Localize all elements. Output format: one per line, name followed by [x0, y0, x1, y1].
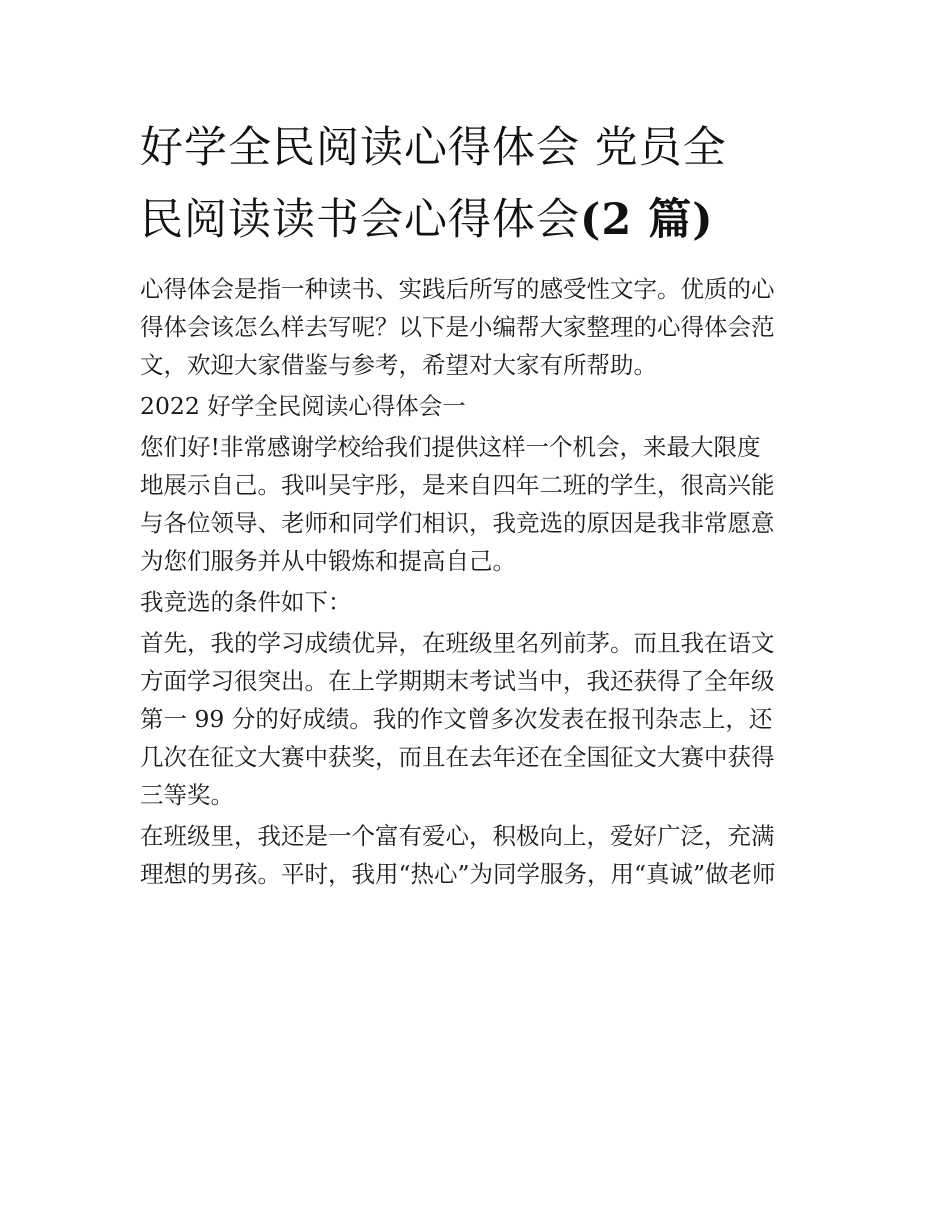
- paragraph-line: 第一 99 分的好成绩。我的作文曾多次发表在报刊杂志上，还: [140, 705, 773, 733]
- paragraph-line: 三等奖。: [140, 781, 234, 809]
- body-paragraph-4: [140, 817, 812, 893]
- document-title: [140, 112, 812, 256]
- paragraph-line: 方面学习很突出。在上学期期末考试当中，我还获得了全年级: [140, 667, 775, 695]
- body-paragraph-3: [140, 624, 812, 814]
- document-body: [140, 112, 812, 893]
- section-heading: [140, 387, 812, 425]
- paragraph-line: 为您们服务并从中锻炼和提高自己。: [140, 547, 516, 575]
- paragraph-line: 首先，我的学习成绩优异，在班级里名列前茅。而且我在语文: [140, 629, 775, 657]
- paragraph-line: 您们好!非常感谢学校给我们提供这样一个机会，来最大限度: [140, 433, 761, 461]
- body-paragraph-2: [140, 583, 812, 621]
- paragraph-line: 地展示自己。我叫吴宇彤，是来自四年二班的学生，很高兴能: [140, 471, 775, 499]
- paragraph-line: 与各位领导、老师和同学们相识，我竞选的原因是我非常愿意: [140, 509, 775, 537]
- section-heading-text: 2022 好学全民阅读心得体会一: [140, 392, 466, 420]
- body-paragraph-1: [140, 428, 812, 580]
- intro-paragraph: [140, 270, 812, 384]
- paragraph-line: 我竞选的条件如下：: [140, 588, 352, 616]
- paragraph-line: 理想的男孩。平时，我用“热心”为同学服务，用“真诚”做老师: [140, 860, 776, 888]
- title-line-1: 好学全民阅读心得体会 党员全: [140, 123, 727, 173]
- paragraph-line: 文，欢迎大家借鉴与参考，希望对大家有所帮助。: [140, 351, 657, 379]
- paragraph-line: 几次在征文大赛中获奖，而且在去年还在全国征文大赛中获得: [140, 743, 775, 771]
- title-line-2-text: 民阅读读书会心得体会: [140, 195, 580, 245]
- title-line-2: [140, 184, 812, 256]
- title-count: (2 篇): [580, 195, 714, 245]
- paragraph-line: 心得体会是指一种读书、实践后所写的感受性文字。优质的心: [140, 275, 775, 303]
- paragraph-line: 得体会该怎么样去写呢？以下是小编帮大家整理的心得体会范: [140, 313, 775, 341]
- paragraph-line: 在班级里，我还是一个富有爱心，积极向上，爱好广泛，充满: [140, 822, 775, 850]
